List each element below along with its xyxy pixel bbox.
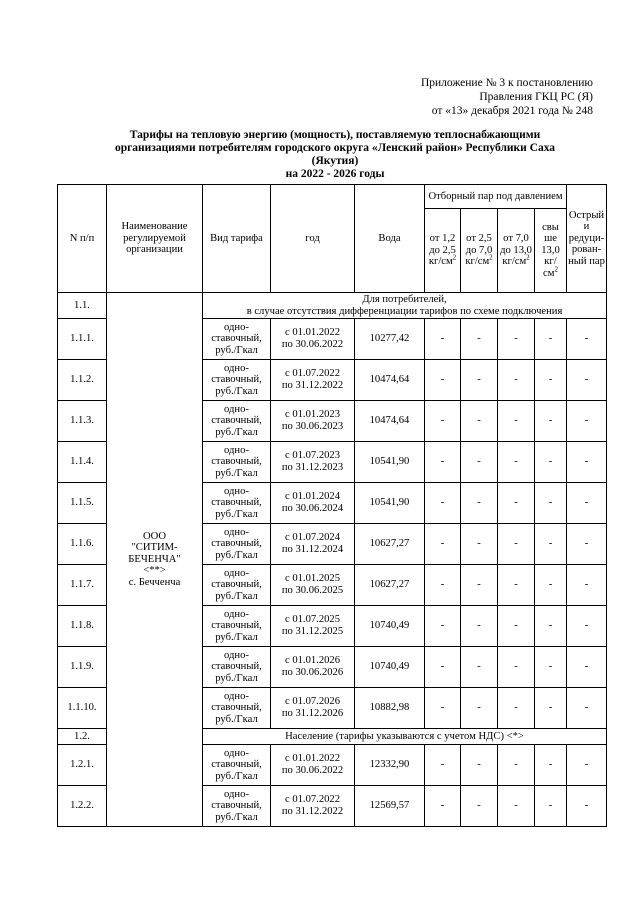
tariff-type: одно- ставочный, руб./Гкал [203,524,271,565]
water-value: 10740,49 [355,647,425,688]
dash: - [498,360,535,401]
tariff-type: одно- ставочный, руб./Гкал [203,483,271,524]
section-2-title: Население (тарифы указываются с учетом НДС) <*> [203,729,607,745]
dash: - [535,647,567,688]
header-num: N п/п [58,185,107,293]
dash: - [535,565,567,606]
dash: - [498,483,535,524]
tariff-type: одно- ставочный, руб./Гкал [203,647,271,688]
dash: - [567,786,607,827]
dash: - [461,401,498,442]
water-value: 12332,90 [355,745,425,786]
dash: - [461,319,498,360]
row-num: 1.2.1. [58,745,107,786]
header-org: Наименование регулируемой организации [107,185,203,293]
period: с 01.01.2023 по 30.06.2023 [271,401,355,442]
water-value: 10882,98 [355,688,425,729]
dash: - [535,745,567,786]
row-num: 1.1.4. [58,442,107,483]
tariff-type: одно- ставочный, руб./Гкал [203,360,271,401]
dash: - [461,442,498,483]
period: с 01.07.2023 по 31.12.2023 [271,442,355,483]
period: с 01.07.2026 по 31.12.2026 [271,688,355,729]
dash: - [461,360,498,401]
dash: - [567,319,607,360]
dash: - [461,647,498,688]
row-num: 1.2.2. [58,786,107,827]
water-value: 10277,42 [355,319,425,360]
dash: - [461,565,498,606]
dash: - [425,745,461,786]
dash: - [535,688,567,729]
dash: - [461,688,498,729]
dash: - [498,647,535,688]
tariff-type: одно- ставочный, руб./Гкал [203,606,271,647]
dash: - [498,442,535,483]
tariff-table [57,184,607,827]
water-value: 12569,57 [355,786,425,827]
water-value: 10541,90 [355,442,425,483]
title-line-4: на 2022 - 2026 годы [285,168,385,180]
dash: - [535,401,567,442]
dash: - [461,786,498,827]
period: с 01.07.2022 по 31.12.2022 [271,360,355,401]
period: с 01.01.2025 по 30.06.2025 [271,565,355,606]
dash: - [498,524,535,565]
section-1-num: 1.1. [58,293,107,319]
tariff-type: одно- ставочный, руб./Гкал [203,688,271,729]
header-water: Вода [355,185,425,293]
dash: - [425,688,461,729]
dash: - [535,786,567,827]
period: с 01.01.2026 по 30.06.2026 [271,647,355,688]
dash: - [567,688,607,729]
water-value: 10474,64 [355,401,425,442]
dash: - [535,524,567,565]
dash: - [567,606,607,647]
row-num: 1.1.8. [58,606,107,647]
header-tariff-type: Вид тарифа [203,185,271,293]
period: с 01.07.2024 по 31.12.2024 [271,524,355,565]
header-line-1: Приложение № 3 к постановлению [420,77,593,89]
row-num: 1.1.2. [58,360,107,401]
period: с 01.01.2022 по 30.06.2022 [271,319,355,360]
dash: - [498,565,535,606]
dash: - [498,319,535,360]
water-value: 10541,90 [355,483,425,524]
period: с 01.01.2022 по 30.06.2022 [271,745,355,786]
dash: - [461,606,498,647]
dash: - [425,401,461,442]
section-1-title: Для потребителей, в случае отсутствия дифференциации тарифов по схеме подключения [203,293,607,319]
tariff-type: одно- ставочный, руб./Гкал [203,745,271,786]
period: с 01.07.2022 по 31.12.2022 [271,786,355,827]
dash: - [461,483,498,524]
row-num: 1.1.6. [58,524,107,565]
dash: - [498,786,535,827]
header-pressure-1: от 1,2 до 2,5 $кг/см^2$ [425,209,461,293]
dash: - [567,442,607,483]
water-value: 10474,64 [355,360,425,401]
dash: - [425,786,461,827]
dash: - [535,442,567,483]
dash: - [425,483,461,524]
dash: - [498,745,535,786]
row-num: 1.1.3. [58,401,107,442]
dash: - [461,524,498,565]
dash: - [567,483,607,524]
title-line-3: (Якутия) [311,155,359,167]
tariff-type: одно- ставочный, руб./Гкал [203,786,271,827]
header-line-3: от «13» декабря 2021 года № 248 [431,105,593,117]
dash: - [567,745,607,786]
dash: - [498,606,535,647]
row-num: 1.1.5. [58,483,107,524]
dash: - [425,524,461,565]
dash: - [425,360,461,401]
dash: - [498,688,535,729]
dash: - [498,401,535,442]
title-line-2: организациями потребителям городского округа «Ленский район» Республики Саха [114,142,556,154]
dash: - [425,606,461,647]
water-value: 10627,27 [355,565,425,606]
dash: - [461,745,498,786]
water-value: 10627,27 [355,524,425,565]
row-num: 1.1.7. [58,565,107,606]
dash: - [567,524,607,565]
dash: - [567,360,607,401]
dash: - [425,647,461,688]
dash: - [567,647,607,688]
dash: - [425,565,461,606]
section-2-num: 1.2. [58,729,107,745]
title-line-1: Тарифы на тепловую энергию (мощность), поставляемую теплоснабжающими [129,129,541,141]
dash: - [535,483,567,524]
header-pressure-2: от 2,5 до 7,0 $кг/см^2$ [461,209,498,293]
dash: - [535,360,567,401]
period: с 01.07.2025 по 31.12.2025 [271,606,355,647]
row-num: 1.1.1. [58,319,107,360]
period: с 01.01.2024 по 30.06.2024 [271,483,355,524]
header-pressure-3: от 7,0 до 13,0 $кг/см^2$ [498,209,535,293]
dash: - [535,319,567,360]
dash: - [567,565,607,606]
tariff-type: одно- ставочный, руб./Гкал [203,565,271,606]
tariff-type: одно- ставочный, руб./Гкал [203,442,271,483]
dash: - [425,442,461,483]
organization-name: ООО "СИТИМ- БЕЧЕНЧА" <**> с. Бечченча [107,293,203,827]
header-sharp-steam: Острый и редуци-рован-ный пар [567,185,607,293]
tariff-type: одно- ставочный, руб./Гкал [203,401,271,442]
header-steam-group: Отборный пар под давлением [425,185,567,209]
document-title [100,129,570,181]
dash: - [535,606,567,647]
header-pressure-4: свы ше 13,0 кг/ $см^2$ [535,209,567,293]
dash: - [425,319,461,360]
document-header [421,76,593,118]
water-value: 10740,49 [355,606,425,647]
row-num: 1.1.9. [58,647,107,688]
dash: - [567,401,607,442]
header-line-2: Правления ГКЦ РС (Я) [479,91,593,103]
row-num: 1.1.10. [58,688,107,729]
header-year: год [271,185,355,293]
tariff-type: одно- ставочный, руб./Гкал [203,319,271,360]
